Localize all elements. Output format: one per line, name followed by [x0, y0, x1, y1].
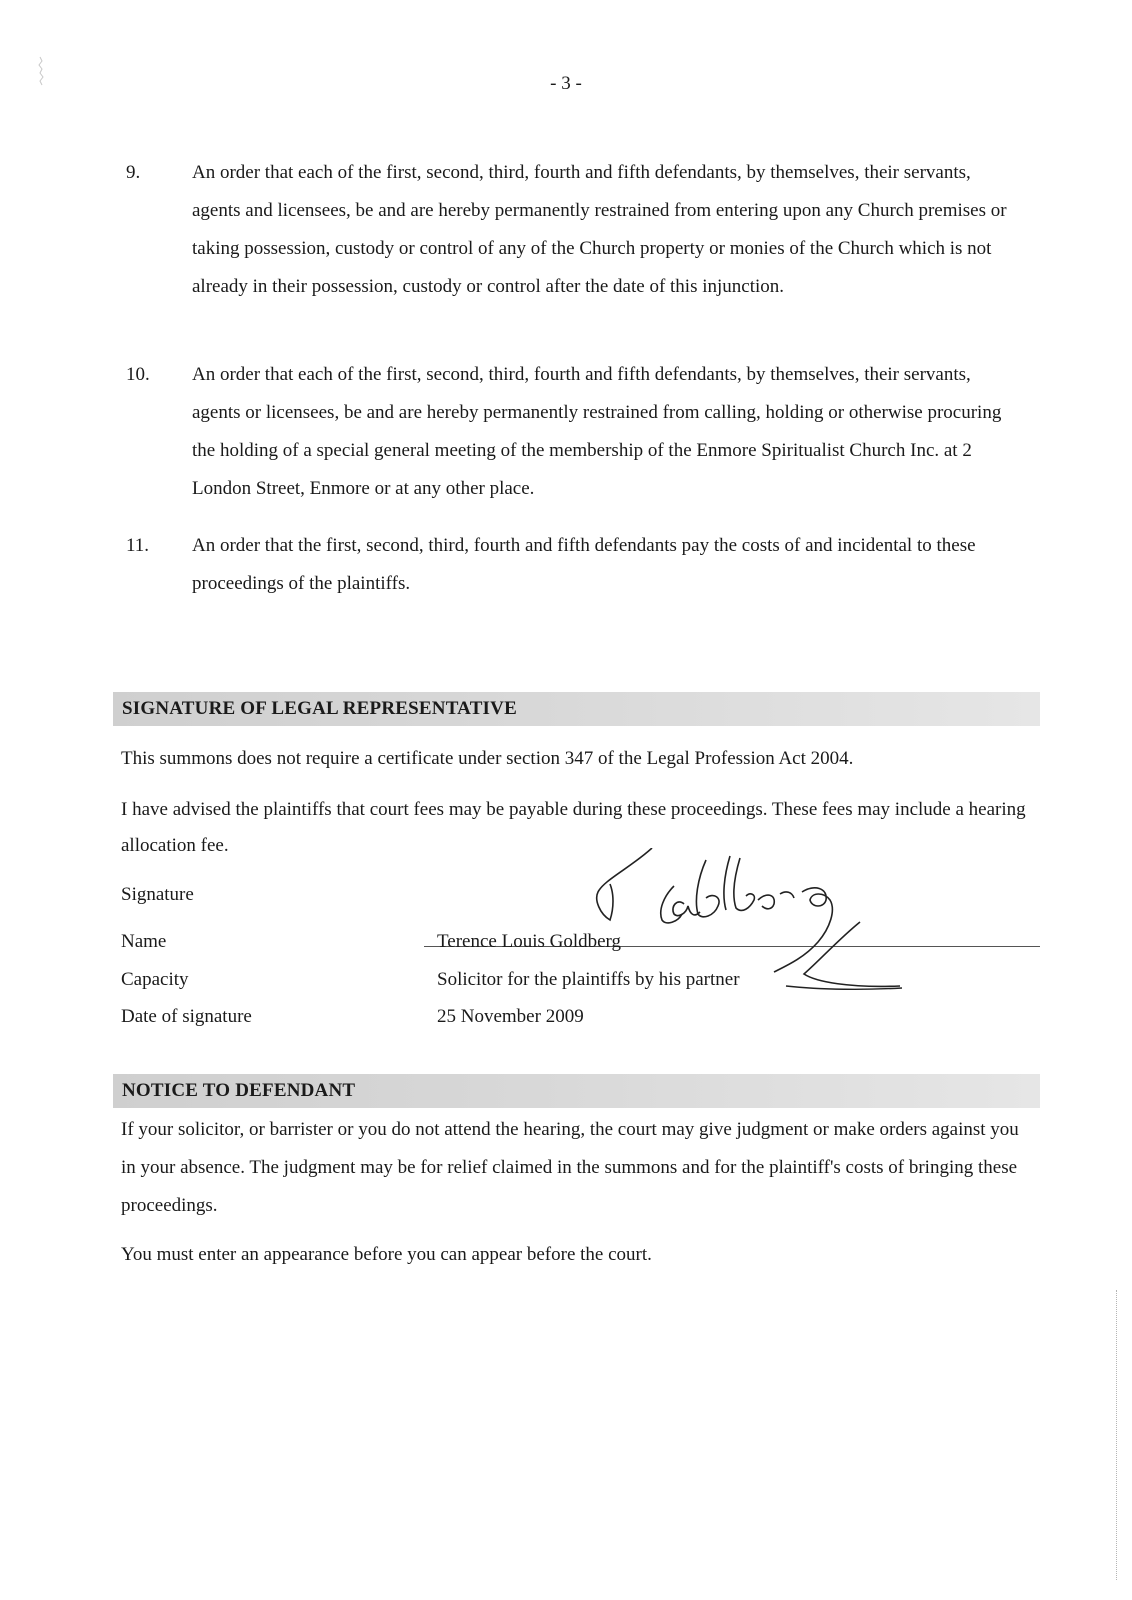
- date-value: 25 November 2009: [437, 1006, 584, 1027]
- date-label: Date of signature: [121, 1006, 252, 1027]
- order-item-10: [126, 356, 1016, 508]
- order-text: An order that each of the first, second, third, fourth and fifth defendants, by themselves, their servants, agents and licensees, be and are hereby permanently restrained from entering upon any Church premises or taking possession, custody or control of any of the Church property or monies of the Church which is not already in their possession, custody or control after the date of this injunction.: [192, 162, 1007, 297]
- order-item-11: [126, 527, 1016, 603]
- order-number: 11.: [126, 535, 150, 556]
- signature-label: Signature: [121, 884, 194, 905]
- order-text: An order that the first, second, third, fourth and fifth defendants pay the costs of and incidental to these proceedings of the plaintiffs.: [192, 535, 976, 594]
- order-number: 10.: [126, 364, 150, 385]
- order-number: 9.: [126, 162, 141, 183]
- scan-edge-mark: [1116, 1290, 1119, 1580]
- name-label: Name: [121, 931, 167, 952]
- appearance-requirement: You must enter an appearance before you can appear before the court.: [121, 1244, 652, 1265]
- order-text: An order that each of the first, second, third, fourth and fifth defendants, by themselves, their servants, agents or licensees, be and are hereby permanently restrained from calling, holding or otherwise procuring the holding of a special general meeting of the membership of the Enmore Spiritualist Church Inc. at 2 London Street, Enmore or at any other place.: [192, 364, 1002, 499]
- capacity-label: Capacity: [121, 969, 189, 990]
- notice-body: If your solicitor, or barrister or you do not attend the hearing, the court may give judgment or make orders against you in your absence. The judgment may be for relief claimed in the summons and for the plaintiff's costs of bringing these proceedings.: [121, 1119, 1019, 1216]
- section-heading-text: NOTICE TO DEFENDANT: [122, 1080, 356, 1101]
- order-item-9: [126, 154, 1016, 306]
- court-fees-statement: I have advised the plaintiffs that court fees may be payable during these proceedings. These fees may include a hearing allocation fee.: [121, 799, 1026, 856]
- signature-section-heading: [113, 692, 1040, 726]
- notice-section-heading: [113, 1074, 1040, 1108]
- capacity-value: Solicitor for the plaintiffs by his partner: [437, 969, 740, 990]
- handwritten-signature: [590, 848, 920, 1018]
- section-heading-text: SIGNATURE OF LEGAL REPRESENTATIVE: [122, 698, 517, 719]
- page-number: - 3 -: [550, 73, 582, 94]
- certificate-statement: This summons does not require a certificate under section 347 of the Legal Profession Act 2004.: [121, 748, 854, 769]
- name-value: Terence Louis Goldberg: [437, 931, 622, 952]
